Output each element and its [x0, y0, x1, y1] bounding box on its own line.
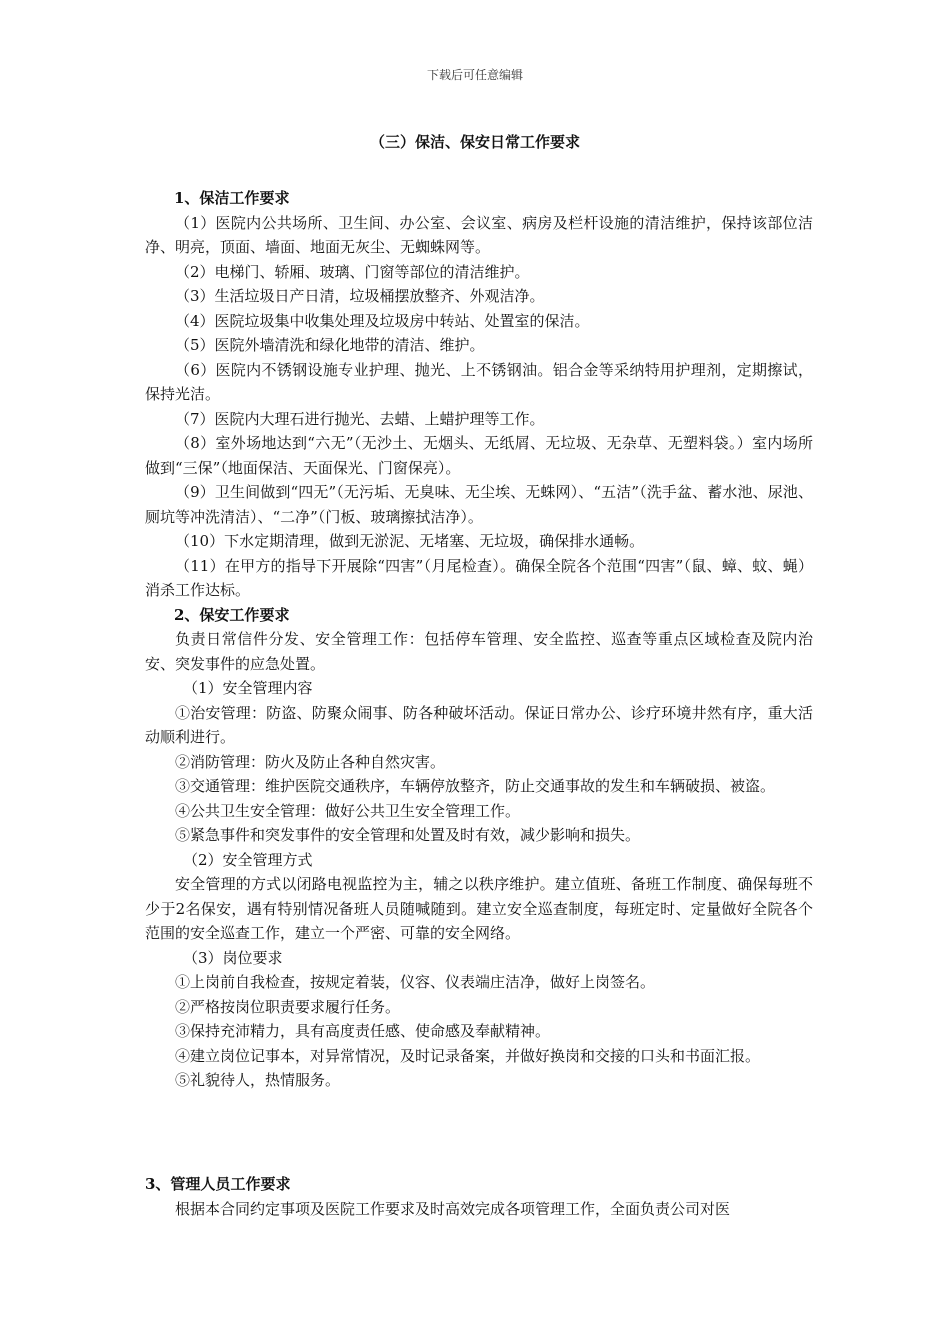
cleaning-item: （5）医院外墙清洗和绿化地带的清洁、维护。: [175, 336, 485, 354]
cleaning-item: （11）在甲方的指导下开展除“四害”（月尾检查）。确保全院各个范围“四害”（鼠、蟑、蚊、蝇）消杀工作达标。: [145, 556, 813, 599]
security-intro: 负责日常信件分发、安全管理工作：包括停车管理、安全监控、巡查等重点区域检查及院内治安、突发事件的应急处置。: [145, 630, 813, 673]
post-requirement-item: ④建立岗位记事本，对异常情况，及时记录备案，并做好换岗和交接的口头和书面汇报。: [175, 1046, 761, 1065]
security-subheading: （2）安全管理方式: [183, 850, 313, 869]
post-requirement-item: ⑤礼貌待人，热情服务。: [175, 1071, 341, 1089]
security-item: ③交通管理：维护医院交通秩序，车辆停放整齐，防止交通事故的发生和车辆破损、被盗。: [175, 777, 776, 795]
post-requirement-item: ①上岗前自我检查，按规定着装，仪容、仪表端庄洁净，做好上岗签名。: [175, 973, 656, 991]
post-requirement-item: ②严格按岗位职责要求履行任务。: [175, 997, 401, 1016]
cleaning-heading: 1、保洁工作要求: [174, 189, 290, 207]
management-heading: 3、管理人员工作要求: [145, 1175, 291, 1193]
cleaning-item: （6）医院内不锈钢设施专业护理、抛光、上不锈钢油。铝合金等采纳特用护理剂，定期擦试，保持光洁。: [145, 360, 813, 403]
security-subheading: （1）安全管理内容: [183, 679, 313, 697]
cleaning-item: （2）电梯门、轿厢、玻璃、门窗等部位的清洁维护。: [175, 262, 530, 281]
security-item: ①治安管理：防盗、防聚众闹事、防各种破坏活动。保证日常办公、诊疗环境井然有序，重大活动顺利进行。: [145, 703, 813, 746]
security-item: ②消防管理：防火及防止各种自然灾害。: [175, 752, 446, 771]
cleaning-item: （7）医院内大理石进行抛光、去蜡、上蜡护理等工作。: [175, 409, 545, 428]
security-subheading: （3）岗位要求: [183, 948, 283, 967]
security-method-text: 安全管理的方式以闭路电视监控为主，辅之以秩序维护。建立值班、备班工作制度、确保每班不少于2名保安，遇有特别情况备班人员随喊随到。建立安全巡查制度，每班定时、定量做好全院各个范围的安全巡查工作，建立一个严密、可靠的安全网络。: [145, 875, 813, 942]
management-section: [145, 1172, 813, 1221]
security-item: ⑤紧急事件和突发事件的安全管理和处置及时有效，减少影响和损失。: [175, 826, 641, 844]
cleaning-item: （4）医院垃圾集中收集处理及垃圾房中转站、处置室的保洁。: [175, 311, 590, 330]
management-text: 根据本合同约定事项及医院工作要求及时高效完成各项管理工作，全面负责公司对医: [175, 1199, 731, 1218]
cleaning-item: （8）室外场地达到“六无”（无沙土、无烟头、无纸屑、无垃圾、无杂草、无塑料袋。）室内场所做到“三保”（地面保洁、天面保光、门窗保亮）。: [145, 434, 813, 477]
page-header: 下载后可任意编辑: [426, 68, 523, 82]
cleaning-item: （9）卫生间做到“四无”（无污垢、无臭味、无尘埃、无蛛网）、“五洁”（洗手盆、蓄水池、尿池、厕坑等冲洗清洁）、“二净”（门板、玻璃擦拭洁净）。: [145, 483, 813, 526]
security-item: ④公共卫生安全管理：做好公共卫生安全管理工作。: [175, 801, 521, 820]
cleaning-item: （3）生活垃圾日产日清，垃圾桶摆放整齐、外观洁净。: [175, 287, 545, 305]
post-requirement-item: ③保持充沛精力，具有高度责任感、使命感及奉献精神。: [175, 1022, 551, 1040]
security-heading: 2、保安工作要求: [174, 605, 290, 624]
cleaning-item: （10）下水定期清理，做到无淤泥、无堵塞、无垃圾，确保排水通畅。: [175, 532, 645, 550]
cleaning-item: （1）医院内公共场所、卫生间、办公室、会议室、病房及栏杆设施的清洁维护，保持该部位洁净、明亮，顶面、墙面、地面无灰尘、无蜘蛛网等。: [145, 213, 813, 256]
section-title: （三）保洁、保安日常工作要求: [369, 133, 580, 151]
main-content: [145, 186, 813, 1093]
